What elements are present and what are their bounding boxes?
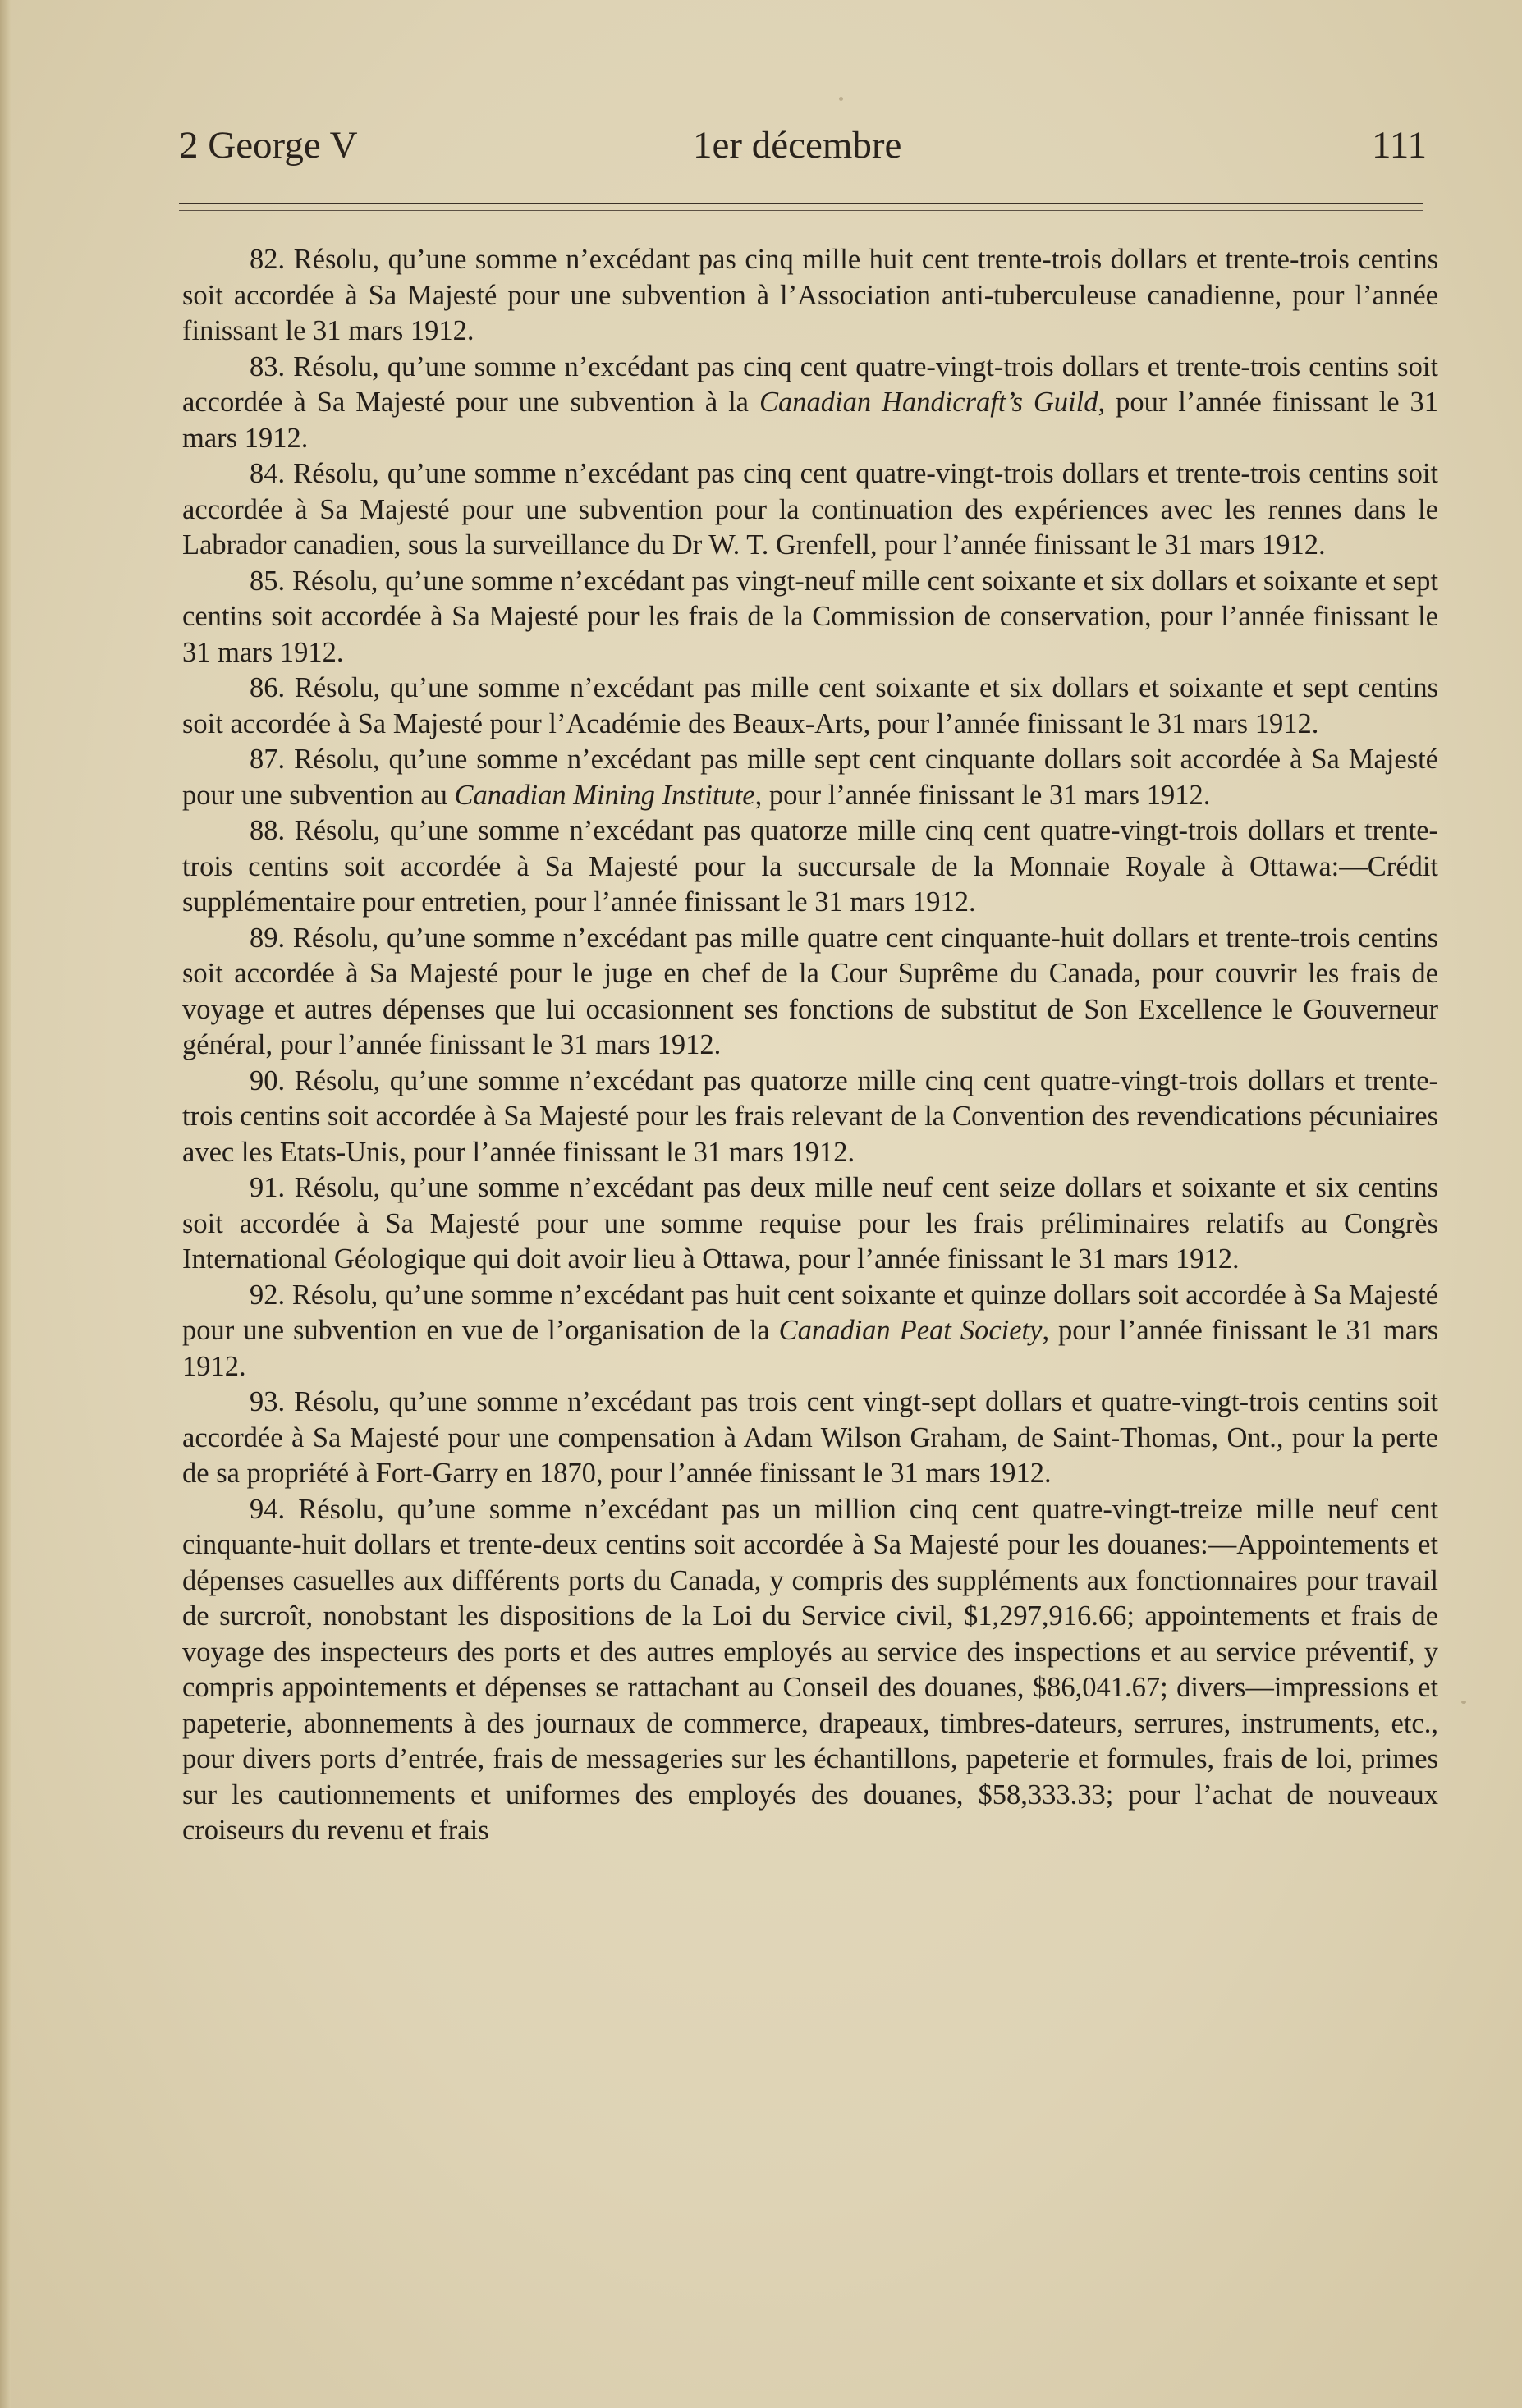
resolution-paragraph: [182, 350, 1438, 457]
resolution-number: 84.: [250, 458, 286, 489]
italic-name: Canadian Mining Institute: [454, 779, 755, 811]
resolution-paragraph: [182, 1278, 1438, 1385]
resolution-text: Résolu, qu’une somme n’excédant pas vingt-neuf mille cent soixante et six dollars et soixante et sept centins soit accordée à Sa Majesté pour les frais de la Commission de conservation, pour l’année finissant le 31 mars 1912.: [182, 565, 1438, 668]
resolution-text: , pour l’année finissant le 31 mars 1912.: [754, 779, 1211, 811]
resolution-paragraph: [182, 921, 1438, 1064]
resolution-text: , pour l’année finissant le 31 mars 1912.: [182, 387, 1438, 454]
resolution-paragraph: [182, 742, 1438, 813]
resolution-paragraph: [182, 1064, 1438, 1171]
page-binding-edge: [0, 0, 11, 2408]
header-rule-secondary: [179, 210, 1423, 211]
resolution-number: 93.: [250, 1386, 286, 1417]
resolution-text: Résolu, qu’une somme n’excédant pas quatorze mille cinq cent quatre-vingt-trois dollars et trente-trois centins soit accordée à Sa Majesté pour la succursale de la Monnaie Royale à Ottawa:—Crédit supplémentaire pour entretien, pour l’année finissant le 31 mars 1912.: [182, 815, 1438, 918]
resolution-number: 89.: [250, 922, 286, 954]
resolution-number: 88.: [250, 815, 286, 846]
resolution-number: 85.: [250, 565, 286, 597]
resolution-number: 86.: [250, 672, 286, 703]
header-rule: [179, 203, 1423, 204]
resolution-text: Résolu, qu’une somme n’excédant pas cinq cent quatre-vingt-trois dollars et trente-trois centins soit accordée à Sa Majesté pour une subvention pour la continuation des expériences avec les rennes dans le Labrador canadien, sous la surveillance du Dr W. T. Grenfell, pour l’année finissant le 31 mars 1912.: [182, 458, 1438, 561]
italic-name: Canadian Peat Society: [778, 1315, 1043, 1346]
resolution-text: Résolu, qu’une somme n’excédant pas un million cinq cent quatre-vingt-treize mille neuf cent cinquante-huit dollars et trente-deux centins soit accordée à Sa Majesté pour les douanes:—Appointements et dépenses casuelles aux différents ports du Canada, y compris des suppléments aux fonctionnaires pour travail de surcroît, nonobstant les dispositions de la Loi du Service civil, $1,297,916.66; appointements et frais de voyage des inspecteurs des ports et des autres employés au service des inspections et au service préventif, y compris appointements et dépenses se rattachant au Conseil des douanes, $86,041.67; divers—impressions et papeterie, abonnements à des journaux de commerce, drapeaux, timbres-dateurs, serrures, instruments, etc., pour divers ports d’entrée, frais de messageries sur les échantillons, papeterie et formules, frais de loi, primes sur les cautionnements et uniformes des employés des douanes, $58,333.33; pour l’achat de nouveaux croiseurs du revenu et frais: [182, 1493, 1438, 1846]
resolution-text: Résolu, qu’une somme n’excédant pas mille quatre cent cinquante-huit dollars et trente-trois centins soit accordée à Sa Majesté pour le juge en chef de la Cour Suprême du Canada, pour couvrir les frais de voyage et autres dépenses que lui occasionnent ses fonctions de substitut de Son Excellence le Gouverneur général, pour l’année finissant le 31 mars 1912.: [182, 922, 1438, 1060]
resolution-text: Résolu, qu’une somme n’excédant pas quatorze mille cinq cent quatre-vingt-trois dollars et trente-trois centins soit accordée à Sa Majesté pour les frais relevant de la Convention des revendications pécuniaires avec les Etats-Unis, pour l’année finissant le 31 mars 1912.: [182, 1064, 1438, 1168]
resolution-number: 82.: [250, 244, 286, 275]
resolution-paragraph: [182, 1385, 1438, 1492]
resolution-number: 90.: [250, 1064, 286, 1096]
resolution-text: Résolu, qu’une somme n’excédant pas cinq mille huit cent trente-trois dollars et trente-trois centins soit accordée à Sa Majesté pour une subvention à l’Association anti-tuberculeuse canadienne, pour l’année finissant le 31 mars 1912.: [182, 244, 1438, 346]
resolution-paragraph: [182, 564, 1438, 671]
resolution-text: Résolu, qu’une somme n’excédant pas mille sept cent cinquante dollars soit accordée à Sa Majesté pour une subvention au: [182, 744, 1438, 811]
page-header: [179, 123, 1427, 172]
resolution-text: Résolu, qu’une somme n’excédant pas mille cent soixante et six dollars et soixante et sept centins soit accordée à Sa Majesté pour l’Académie des Beaux-Arts, pour l’année finissant le 31 mars 1912.: [182, 672, 1438, 739]
resolution-text: Résolu, qu’une somme n’excédant pas cinq cent quatre-vingt-trois dollars et trente-trois centins soit accordée à Sa Majesté pour une subvention à la: [182, 350, 1438, 418]
page-number: 111: [1371, 124, 1427, 167]
resolutions-body: [182, 242, 1438, 1849]
paper-speck: [839, 97, 843, 101]
date-label: 1er décembre: [693, 124, 902, 167]
resolution-paragraph: [182, 456, 1438, 564]
resolution-number: 94.: [250, 1493, 286, 1525]
resolution-paragraph: [182, 813, 1438, 921]
resolution-text: Résolu, qu’une somme n’excédant pas huit cent soixante et quinze dollars soit accordée à Sa Majesté pour une subvention en vue de l’organisation de la: [182, 1279, 1438, 1346]
paper-speck: [1461, 1701, 1466, 1704]
resolution-paragraph: [182, 1170, 1438, 1278]
italic-name: Canadian Handicraft’s Guild: [759, 387, 1098, 418]
session-label: 2 George V: [179, 124, 358, 167]
resolution-number: 91.: [250, 1172, 286, 1203]
resolution-paragraph: [182, 671, 1438, 742]
resolution-paragraph: [182, 1492, 1438, 1849]
resolution-number: 87.: [250, 744, 286, 775]
resolution-text: , pour l’année finissant le 31 mars 1912.: [182, 1315, 1439, 1382]
resolution-text: Résolu, qu’une somme n’excédant pas trois cent vingt-sept dollars et quatre-vingt-trois centins soit accordée à Sa Majesté pour une compensation à Adam Wilson Graham, de Saint-Thomas, Ont., pour la perte de sa propriété à Fort-Garry en 1870, pour l’année finissant le 31 mars 1912.: [182, 1386, 1438, 1489]
resolution-text: Résolu, qu’une somme n’excédant pas deux mille neuf cent seize dollars et soixante et six centins soit accordée à Sa Majesté pour une somme requise pour les frais préliminaires relatifs au Congrès International Géologique qui doit avoir lieu à Ottawa, pour l’année finissant le 31 mars 1912.: [182, 1172, 1438, 1275]
resolution-number: 92.: [250, 1279, 286, 1311]
resolution-number: 83.: [250, 350, 286, 382]
resolution-paragraph: [182, 242, 1438, 350]
